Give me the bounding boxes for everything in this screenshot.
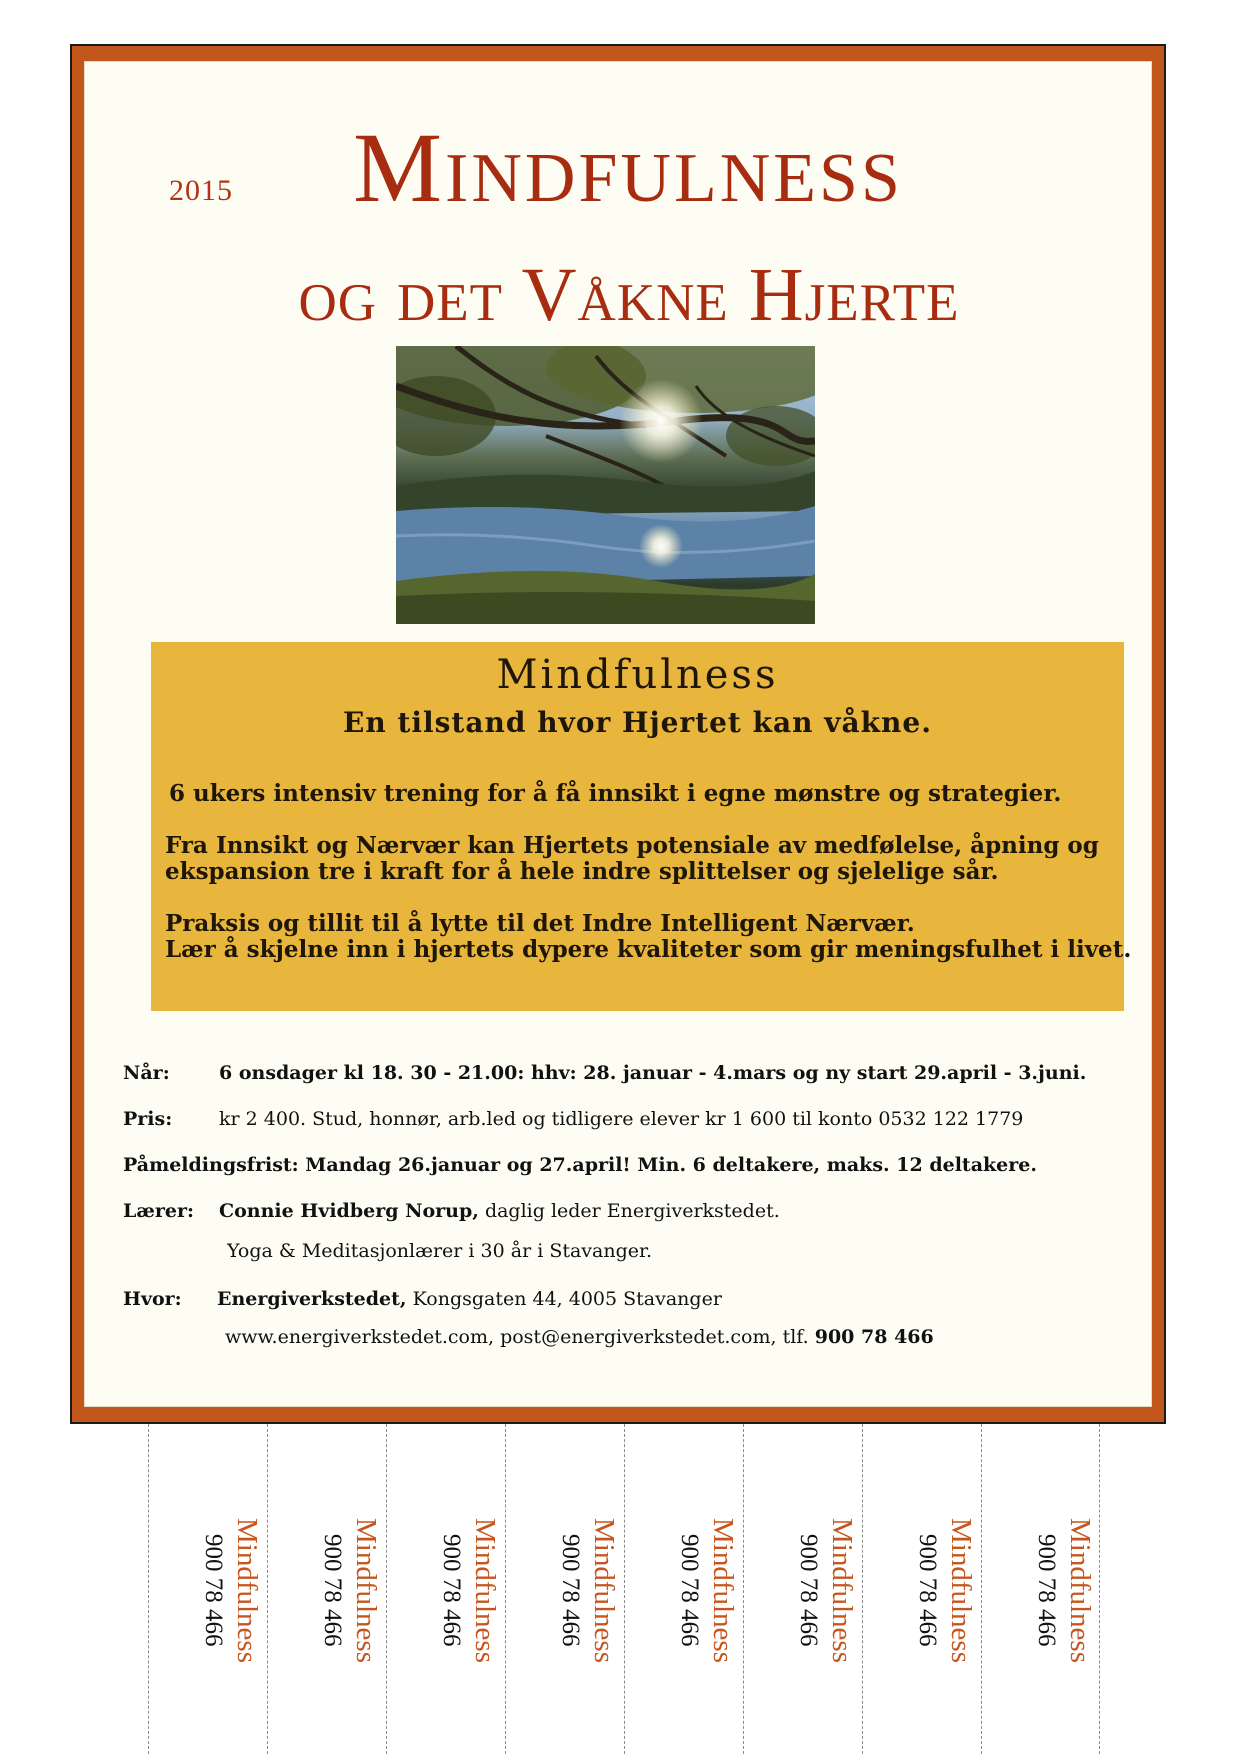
tear-strip-name: Mindfulness xyxy=(469,1517,501,1663)
tear-strip-name: Mindfulness xyxy=(231,1517,263,1663)
tear-strip-text xyxy=(153,1506,265,1674)
intro-line-5: Lær å skjelne inn i hjertets dypere kvaliteter som gir meningsfulhet i livet. xyxy=(165,936,1132,963)
tear-strip[interactable] xyxy=(505,1424,624,1754)
tear-strip-phone: 900 78 466 xyxy=(319,1533,346,1647)
when-label: Når: xyxy=(123,1062,170,1084)
tear-strip-name: Mindfulness xyxy=(1064,1517,1096,1663)
contact-row xyxy=(225,1326,934,1348)
phone-number: 900 78 466 xyxy=(814,1326,934,1348)
tear-strip-name: Mindfulness xyxy=(707,1517,739,1663)
intro-subheading: En tilstand hvor Hjertet kan våkne. xyxy=(343,706,932,739)
tear-strip-phone: 900 78 466 xyxy=(438,1533,465,1647)
deadline-text: Påmeldingsfrist: Mandag 26.januar og 27.april! Min. 6 deltakere, maks. 12 deltakere. xyxy=(123,1154,1037,1176)
where-address: Kongsgaten 44, 4005 Stavanger xyxy=(412,1288,722,1310)
intro-line-3: ekspansion tre i kraft for å hele indre splittelser og sjelelige sår. xyxy=(165,858,999,885)
tear-strip-text xyxy=(748,1506,860,1674)
tear-strip-text xyxy=(986,1506,1098,1674)
intro-line-1: 6 ukers intensiv trening for å få innsikt i egne mønstre og strategier. xyxy=(169,780,1062,807)
tear-strip-name: Mindfulness xyxy=(350,1517,382,1663)
where-row xyxy=(123,1288,722,1310)
intro-panel xyxy=(151,642,1132,1011)
tear-strip-name: Mindfulness xyxy=(826,1517,858,1663)
teacher-role: daglig leder Energiverkstedet. xyxy=(484,1200,780,1222)
when-value: 6 onsdager kl 18. 30 - 21.00: hhv: 28. januar - 4.mars og ny start 29.april - 3.juni. xyxy=(219,1062,1087,1084)
tree-pond-illustration xyxy=(396,346,815,624)
tear-strip-text xyxy=(391,1506,503,1674)
tear-strip[interactable] xyxy=(862,1424,981,1754)
tear-strip-text xyxy=(272,1506,384,1674)
teacher-name: Connie Hvidberg Norup, xyxy=(219,1200,479,1222)
tear-strip[interactable] xyxy=(386,1424,505,1754)
tear-strip-phone: 900 78 466 xyxy=(676,1533,703,1647)
poster-year: 2015 xyxy=(169,174,233,207)
poster-frame xyxy=(70,44,1166,1424)
intro-heading: Mindfulness xyxy=(496,652,779,698)
tear-strip[interactable] xyxy=(267,1424,386,1754)
teacher-label: Lærer: xyxy=(123,1200,195,1222)
tear-strip-text xyxy=(867,1506,979,1674)
poster-inner xyxy=(84,61,1152,1407)
web-email-link[interactable]: www.energiverkstedet.com, post@energiverkstedet.com, tlf. xyxy=(225,1326,809,1348)
where-label: Hvor: xyxy=(123,1288,182,1310)
poster-subtitle: og det Våkne Hjerte xyxy=(298,253,960,337)
when-row xyxy=(123,1062,1086,1084)
price-value: kr 2 400. Stud, honnør, arb.led og tidligere elever kr 1 600 til konto 0532 122 1779 xyxy=(219,1108,1024,1130)
tear-strip[interactable] xyxy=(981,1424,1100,1754)
deadline-row xyxy=(123,1154,1037,1176)
price-row xyxy=(123,1108,1023,1130)
where-name: Energiverkstedet, xyxy=(217,1288,407,1310)
tear-strip-name: Mindfulness xyxy=(588,1517,620,1663)
price-label: Pris: xyxy=(123,1108,173,1130)
tear-strip-name: Mindfulness xyxy=(945,1517,977,1663)
tear-strip[interactable] xyxy=(148,1424,267,1754)
tear-strip[interactable] xyxy=(624,1424,743,1754)
tear-strip-phone: 900 78 466 xyxy=(200,1533,227,1647)
tear-strip-text xyxy=(510,1506,622,1674)
tear-strip-phone: 900 78 466 xyxy=(1033,1533,1060,1647)
tear-strip-phone: 900 78 466 xyxy=(914,1533,941,1647)
intro-line-4: Praksis og tillit til å lytte til det Indre Intelligent Nærvær. xyxy=(165,910,915,937)
tree-pond-photo xyxy=(396,346,815,624)
teacher-experience: Yoga & Meditasjonlærer i 30 år i Stavanger. xyxy=(227,1240,653,1262)
poster-title: Mindfulness xyxy=(353,112,903,223)
tear-off-strips xyxy=(148,1424,1100,1754)
tear-strip-phone: 900 78 466 xyxy=(557,1533,584,1647)
teacher-row-2 xyxy=(227,1240,652,1262)
intro-line-2: Fra Innsikt og Nærvær kan Hjertets potensiale av medfølelse, åpning og xyxy=(165,832,1099,859)
tear-strip-text xyxy=(629,1506,741,1674)
tear-strip-phone: 900 78 466 xyxy=(795,1533,822,1647)
teacher-row xyxy=(123,1200,780,1222)
tear-strip[interactable] xyxy=(743,1424,862,1754)
